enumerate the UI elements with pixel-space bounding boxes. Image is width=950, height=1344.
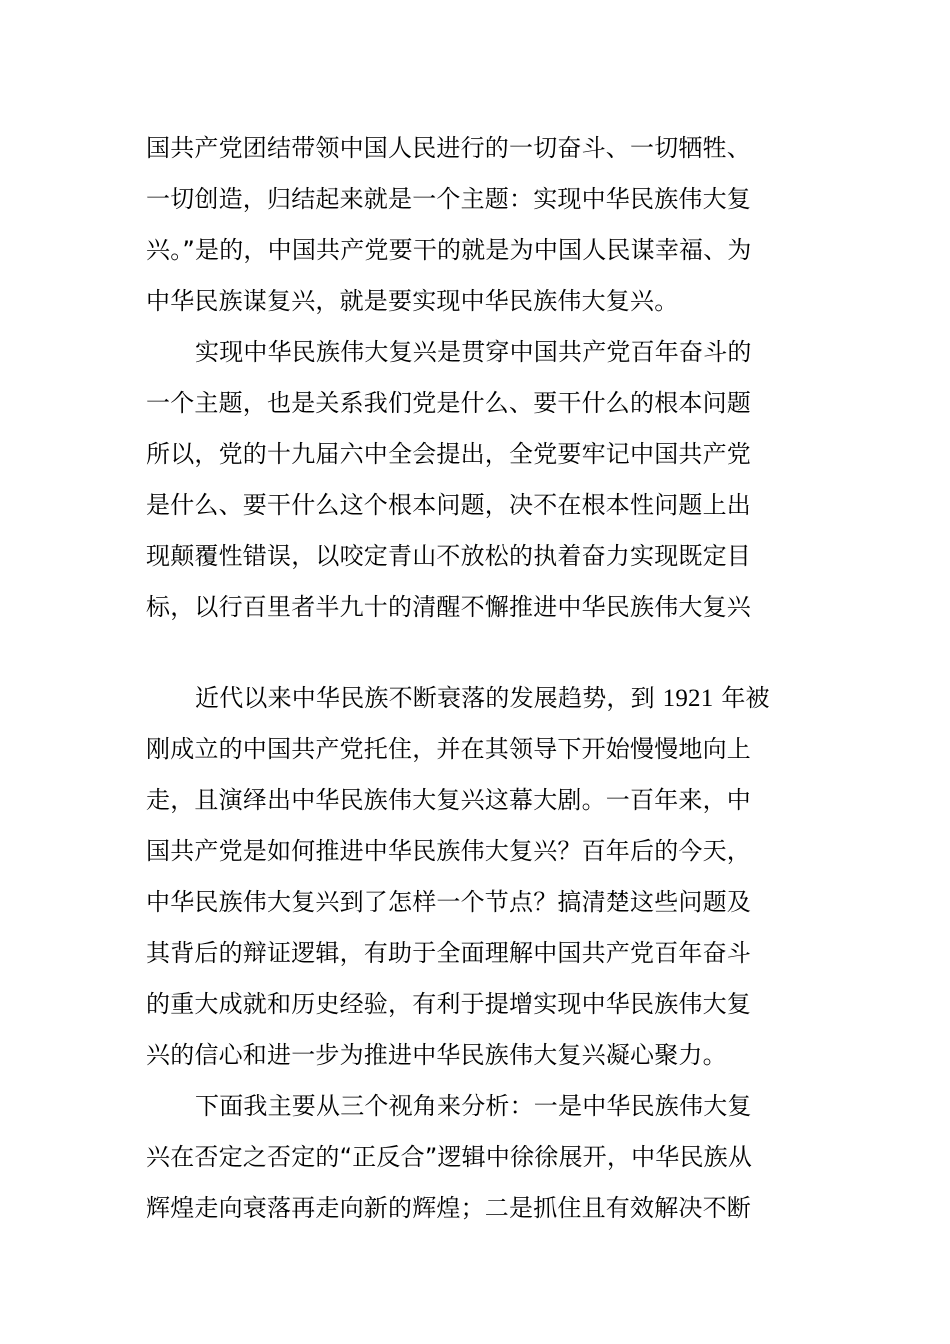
text-line: 辉煌走向衰落再走向新的辉煌；二是抓住且有效解决不断	[146, 1194, 751, 1222]
paragraph-start-line: 下面我主要从三个视角来分析：一是中华民族伟大复	[195, 1092, 752, 1120]
text-line: 中华民族伟大复兴到了怎样一个节点？搞清楚这些问题及	[146, 888, 751, 916]
paragraph-start-line: 实现中华民族伟大复兴是贯穿中国共产党百年奋斗的	[195, 338, 752, 366]
text-line: 国共产党是如何推进中华民族伟大复兴？百年后的今天，	[146, 837, 751, 865]
text-line: 的重大成就和历史经验，有利于提增实现中华民族伟大复	[146, 990, 751, 1018]
year-number: 1921	[662, 685, 714, 712]
text-line: 现颠覆性错误，以咬定青山不放松的执着奋力实现既定目	[146, 542, 751, 570]
text-segment: 年被	[721, 684, 770, 712]
text-line: 刚成立的中国共产党托住，并在其领导下开始慢慢地向上	[146, 735, 751, 763]
text-segment: 近代以来中华民族不断衰落的发展趋势，到	[195, 684, 655, 712]
text-line: 所以，党的十九届六中全会提出，全党要牢记中国共产党	[146, 440, 751, 468]
text-line: 标，以行百里者半九十的清醒不懈推进中华民族伟大复兴	[146, 593, 751, 621]
text-line: 国共产党团结带领中国人民进行的一切奋斗、一切牺牲、	[146, 134, 751, 162]
text-line: 是什么、要干什么这个根本问题，决不在根本性问题上出	[146, 491, 751, 519]
text-line: 一切创造，归结起来就是一个主题：实现中华民族伟大复	[146, 185, 751, 213]
text-line: 中华民族谋复兴，就是要实现中华民族伟大复兴。	[146, 287, 679, 315]
text-line: 一个主题，也是关系我们党是什么、要干什么的根本问题	[146, 389, 751, 417]
text-line: 兴在否定之否定的“正反合”逻辑中徐徐展开，中华民族从	[146, 1143, 753, 1171]
text-line: 其背后的辩证逻辑，有助于全面理解中国共产党百年奋斗	[146, 939, 751, 967]
paragraph-start-line	[195, 680, 816, 716]
text-line: 兴。”是的，中国共产党要干的就是为中国人民谋幸福、为	[146, 236, 752, 264]
text-line: 走，且演绎出中华民族伟大复兴这幕大剧。一百年来，中	[146, 786, 751, 814]
text-line: 兴的信心和进一步为推进中华民族伟大复兴凝心聚力。	[146, 1041, 727, 1069]
